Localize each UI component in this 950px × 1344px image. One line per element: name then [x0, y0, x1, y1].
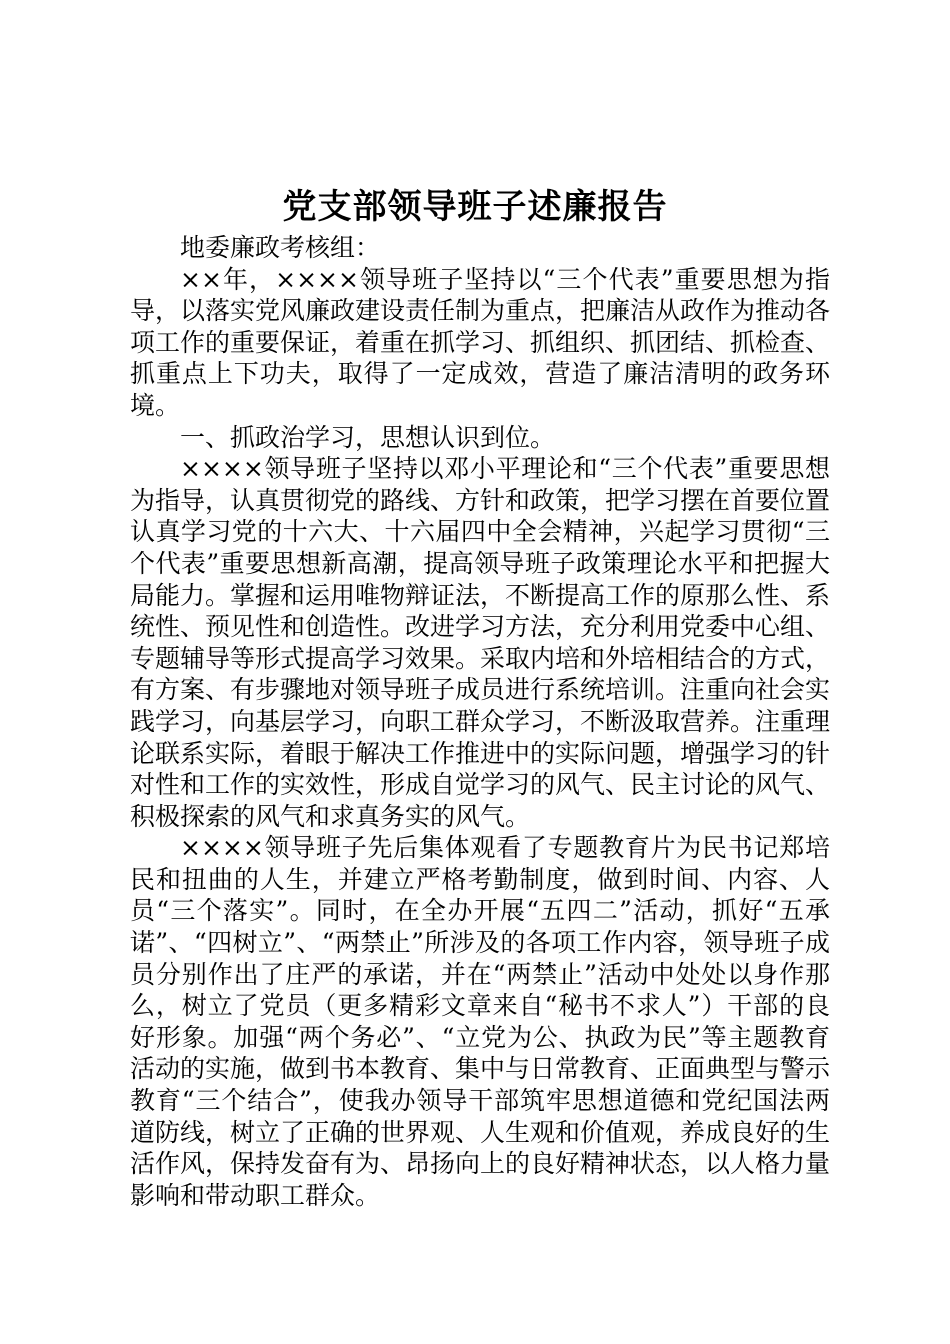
salutation-paragraph: 地委廉政考核组：: [180, 233, 381, 262]
body-paragraph: ××××领导班子先后集体观看了专题教育片为民书记郑培民和扭曲的人生，并建立严格考勤制度，做到时间、内容、人员“三个落实”。同时，在全办开展“五四二”活动，抓好“五承诺”、“四树立”、“两禁止”所涉及的各项工作内容，领导班子成员分别作出了庄严的承诺，并在“两禁止”活动中处处以身作那么，树立了党员（更多精彩文章来自“秘书不求人”）干部的良好形象。加强“两个务必”、“立党为公、执政为民”等主题教育活动的实施，做到书本教育、集中与日常教育、正面典型与警示教育“三个结合”，使我办领导干部筑牢思想道德和党纪国法两道防线，树立了正确的世界观、人生观和价值观，养成良好的生活作风，保持发奋有为、昂扬向上的良好精神状态，以人格力量影响和带动职工群众。: [130, 833, 831, 1210]
document-title: 党支部领导班子述廉报告: [282, 187, 668, 227]
document-body: [130, 232, 830, 1211]
section-heading: 一、抓政治学习，思想认识到位。: [180, 422, 556, 452]
intro-paragraph: ××年，××××领导班子坚持以“三个代表”重要思想为指导，以落实党风廉政建设责任制为重点，把廉洁从政作为推动各项工作的重要保证，着重在抓学习、抓组织、抓团结、抓检查、抓重点上下功夫，取得了一定成效，营造了廉洁清明的政务环境。: [130, 264, 831, 420]
body-paragraph: ××××领导班子坚持以邓小平理论和“三个代表”重要思想为指导，认真贯彻党的路线、方针和政策，把学习摆在首要位置认真学习党的十六大、十六届四中全会精神，兴起学习贯彻“三个代表”重要思想新高潮，提高领导班子政策理论水平和把握大局能力。掌握和运用唯物辩证法，不断提高工作的原那么性、系统性、预见性和创造性。改进学习方法，充分利用党委中心组、专题辅导等形式提高学习效果。采取内培和外培相结合的方式，有方案、有步骤地对领导班子成员进行系统培训。注重向社会实践学习，向基层学习，向职工群众学习，不断汲取营养。注重理论联系实际，着眼于解决工作推进中的实际问题，增强学习的针对性和工作的实效性，形成自觉学习的风气、民主讨论的风气、积极探索的风气和求真务实的风气。: [130, 454, 831, 831]
